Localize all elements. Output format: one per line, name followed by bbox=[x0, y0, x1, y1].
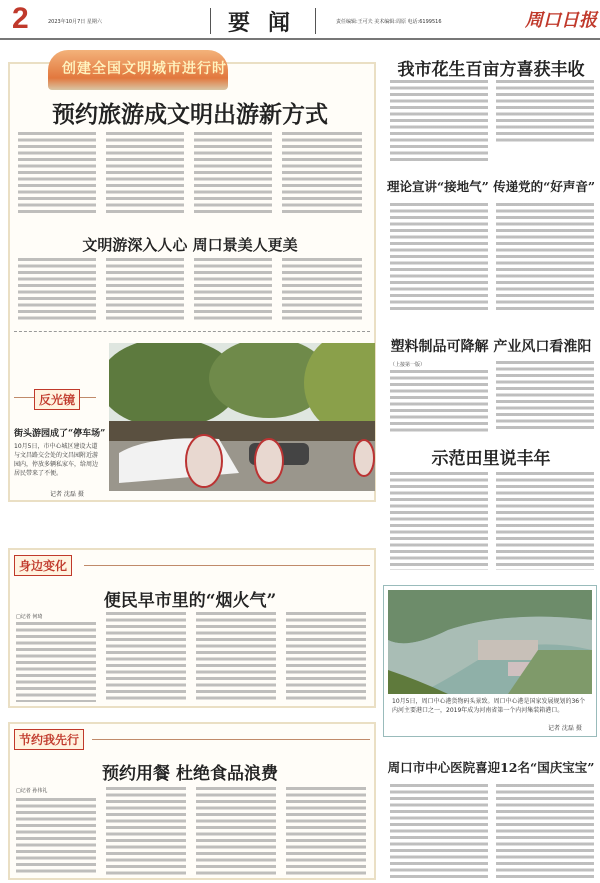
article-body-text bbox=[18, 132, 96, 216]
headline-morning-market: 便民早市里的“烟火气” bbox=[103, 591, 277, 611]
divider bbox=[210, 8, 211, 34]
article-body-text bbox=[16, 622, 96, 702]
article-body-text bbox=[196, 612, 276, 702]
article-body-text bbox=[496, 203, 594, 313]
article-body-text bbox=[282, 258, 362, 320]
article-body-text bbox=[496, 784, 594, 878]
label-rule bbox=[92, 739, 370, 740]
mirror-text: 10月5日，市中心城区建设大道与文昌路交会处的文昌园附近游园内，停放多辆私家车，给周边居民带来了不便。 bbox=[14, 443, 99, 477]
dotted-divider bbox=[14, 331, 370, 332]
byline: □记者 孙伟礼 bbox=[16, 788, 48, 794]
headline-civilized-tour: 文明游深入人心 周口景美人更美 bbox=[82, 236, 298, 254]
harbor-aerial-photo bbox=[388, 590, 592, 694]
article-body-text bbox=[496, 80, 594, 144]
article-body-text bbox=[286, 787, 366, 876]
article-body-text bbox=[16, 798, 96, 876]
mirror-column-label: 反光镜 bbox=[34, 389, 80, 410]
article-body-text bbox=[282, 132, 362, 216]
thrift-column-label: 节约我先行 bbox=[14, 729, 84, 750]
header-rule bbox=[0, 38, 600, 40]
article-body-text bbox=[390, 472, 488, 570]
article-body-text bbox=[390, 784, 488, 878]
section-title: 要闻 bbox=[228, 10, 309, 36]
article-body-text bbox=[496, 361, 594, 431]
newspaper-logo: 周口日报 bbox=[525, 10, 597, 31]
campaign-banner: 创建全国文明城市进行时 bbox=[48, 50, 228, 90]
article-body-text bbox=[18, 258, 96, 320]
headline-plastics: 塑料制品可降解 产业风口看淮阳 bbox=[390, 339, 592, 355]
article-body-text bbox=[196, 787, 276, 876]
label-rule bbox=[84, 565, 370, 566]
change-column-label: 身边变化 bbox=[14, 555, 72, 576]
divider bbox=[315, 8, 316, 34]
harbor-photo-caption: 10月5日，周口中心港货物码头景致。周口中心港是国家发展规划的36个内河主要港口之一，2019年成为河南省第一个内河集装箱港口。 bbox=[392, 698, 586, 714]
byline: □记者 何琦 bbox=[16, 614, 43, 620]
article-body-text bbox=[106, 612, 186, 702]
continued-note: （上接第一版） bbox=[390, 362, 426, 368]
headline-reserved-dining: 预约用餐 杜绝食品浪费 bbox=[102, 764, 278, 784]
editor-info: 责任编辑:王可夫 美术编辑:周原 电话:6199516 bbox=[336, 19, 442, 25]
mirror-credit: 记者 沈磊 摄 bbox=[50, 491, 84, 498]
article-body-text bbox=[106, 787, 186, 876]
article-body-text bbox=[194, 258, 272, 320]
harbor-photo-credit: 记者 沈磊 摄 bbox=[548, 725, 582, 732]
headline-reserved-travel: 预约旅游成文明出游新方式 bbox=[52, 101, 328, 128]
article-body-text bbox=[106, 258, 184, 320]
headline-peanut-harvest: 我市花生百亩方喜获丰收 bbox=[397, 60, 585, 80]
mirror-title: 街头游园成了“停车场” bbox=[14, 429, 106, 439]
street-park-photo bbox=[109, 343, 375, 491]
headline-demo-field: 示范田里说丰年 bbox=[431, 449, 551, 469]
article-body-text bbox=[390, 80, 488, 164]
page-number: 2 bbox=[12, 2, 29, 35]
headline-national-day-babies: 周口市中心医院喜迎12名“国庆宝宝” bbox=[387, 760, 595, 775]
article-body-text bbox=[286, 612, 366, 702]
headline-theory-lecture: 理论宣讲“接地气” 传递党的“好声音” bbox=[386, 179, 596, 194]
article-body-text bbox=[390, 370, 488, 432]
issue-date: 2023年10月7日 星期六 bbox=[48, 19, 102, 25]
article-body-text bbox=[496, 472, 594, 570]
article-body-text bbox=[390, 203, 488, 313]
article-body-text bbox=[106, 132, 184, 216]
article-body-text bbox=[194, 132, 272, 216]
